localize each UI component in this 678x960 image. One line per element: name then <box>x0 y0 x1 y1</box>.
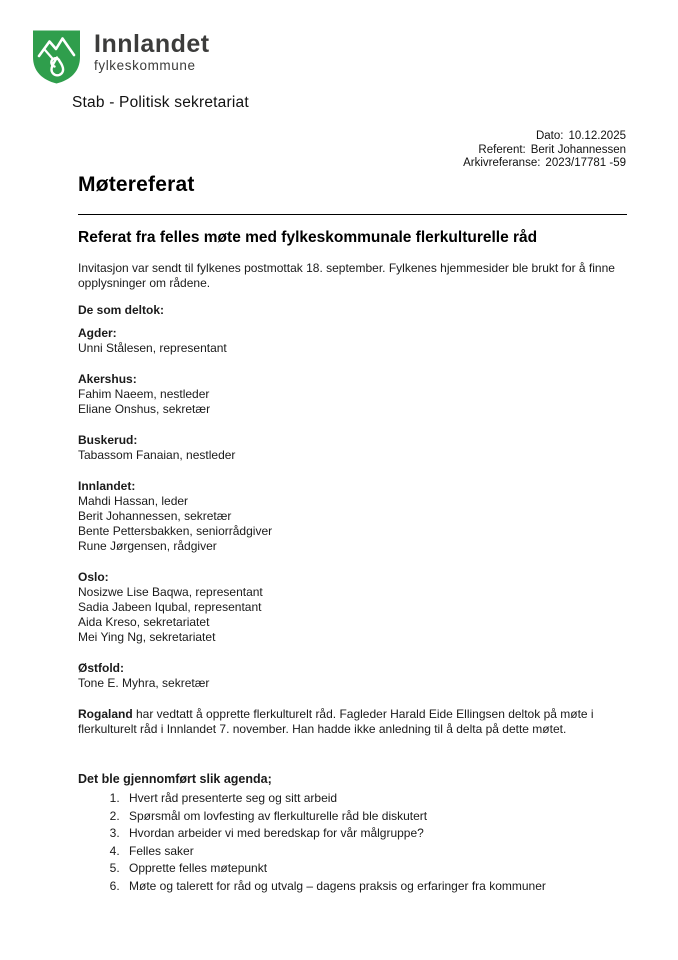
participant: Bente Pettersbakken, seniorrådgiver <box>78 524 273 538</box>
intro-paragraph: Invitasjon var sendt til fylkenes postmottak 18. september. Fylkenes hjemmesider ble brukt for å finne opplysninger om rådene. <box>78 261 615 290</box>
innlandet-logo-icon <box>30 28 83 85</box>
document-heading: Referat fra felles møte med fylkeskommunale flerkulturelle råd <box>78 229 538 246</box>
participant: Nosizwe Lise Baqwa, representant <box>78 585 263 599</box>
meta-row <box>463 144 626 158</box>
participant-group <box>78 433 627 463</box>
participant-group <box>78 479 627 554</box>
participant: Rune Jørgensen, rådgiver <box>78 539 217 553</box>
participant-group <box>78 372 627 417</box>
participant: Mei Ying Ng, sekretariatet <box>78 630 216 644</box>
meta-block <box>463 130 626 171</box>
department-name: Stab - Politisk sekretariat <box>72 94 249 111</box>
wordmark <box>94 31 210 73</box>
meta-row <box>463 130 626 144</box>
agenda-item: 1. Hvert råd presenterte seg og sitt arbeid <box>123 790 627 808</box>
region-name: Oslo: <box>78 570 109 584</box>
participant: Mahdi Hassan, leder <box>78 494 189 508</box>
meta-label: Referent: <box>478 143 526 156</box>
participant: Aida Kreso, sekretariatet <box>78 615 210 629</box>
meta-row <box>463 157 626 171</box>
agenda-list <box>78 790 627 895</box>
document-body <box>78 173 627 895</box>
participant: Tone E. Myhra, sekretær <box>78 676 210 690</box>
participant: Fahim Naeem, nestleder <box>78 387 210 401</box>
meta-value: Berit Johannessen <box>530 143 626 156</box>
meta-label: Dato: <box>535 130 564 142</box>
participant-group <box>78 661 627 691</box>
meta-value: 2023/17781 -59 <box>545 157 626 169</box>
rogaland-lead: Rogaland <box>78 707 133 721</box>
participants-list <box>78 326 627 691</box>
org-name: Innlandet <box>94 30 210 58</box>
agenda-item: 4. Felles saker <box>123 843 627 861</box>
region-name: Akershus: <box>78 372 137 386</box>
meta-label: Arkivreferanse: <box>463 157 541 169</box>
meta-value: 10.12.2025 <box>568 130 626 142</box>
participant: Unni Stålesen, representant <box>78 341 227 355</box>
agenda-heading: Det ble gjennomført slik agenda; <box>78 772 272 786</box>
participants-heading: De som deltok: <box>78 303 165 317</box>
org-subtitle: fylkeskommune <box>94 58 196 73</box>
page-title: Møtereferat <box>78 173 195 196</box>
participant: Sadia Jabeen Iqubal, representant <box>78 600 262 614</box>
participant: Berit Johannessen, sekretær <box>78 509 232 523</box>
participant: Tabassom Fanaian, nestleder <box>78 448 236 462</box>
header <box>30 28 249 112</box>
region-name: Innlandet: <box>78 479 136 493</box>
participant-group <box>78 570 627 645</box>
agenda-item: 5. Opprette felles møtepunkt <box>123 860 627 878</box>
agenda-item: 6. Møte og talerett for råd og utvalg – dagens praksis og erfaringer fra kommuner <box>123 878 627 896</box>
region-name: Østfold: <box>78 661 124 675</box>
divider <box>78 214 627 215</box>
agenda-item: 2. Spørsmål om lovfesting av flerkulturelle råd ble diskutert <box>123 808 627 826</box>
agenda-item: 3. Hvordan arbeider vi med beredskap for vår målgruppe? <box>123 825 627 843</box>
participant-group <box>78 326 627 356</box>
brand <box>30 28 249 85</box>
region-name: Buskerud: <box>78 433 138 447</box>
participant: Eliane Onshus, sekretær <box>78 402 211 416</box>
rogaland-paragraph <box>78 707 627 737</box>
rogaland-text: har vedtatt å opprette flerkulturelt råd. Fagleder Harald Eide Ellingsen deltok på møte i flerkulturelt råd i Innlandet 7. november. Han hadde ikke anledning til å delta på dette møtet. <box>78 707 594 736</box>
region-name: Agder: <box>78 326 117 340</box>
agenda-section <box>78 771 627 895</box>
